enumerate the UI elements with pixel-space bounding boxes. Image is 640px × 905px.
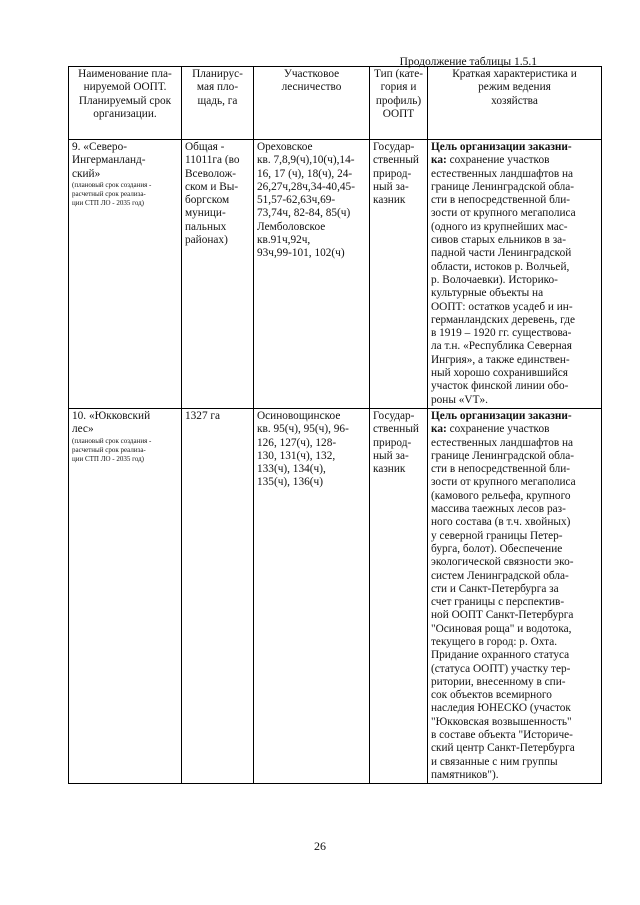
oopt-term-note: (плановый срок создания - расчетный срок реализа- ции СТП ЛО - 2035 год) (72, 180, 152, 207)
oopt-name: 9. «Северо- Ингерманланд- ский» (72, 141, 146, 180)
description-label: Цель организации заказни- ка: (431, 409, 572, 436)
cell-type: Государ- ственный природ- ный за- казник (370, 140, 428, 409)
header-area: Планирус- мая пло- щадь, га (182, 67, 254, 140)
cell-type: Государ- ственный природ- ный за- казник (370, 408, 428, 783)
table-row (69, 140, 602, 409)
cell-area: 1327 га (182, 408, 254, 783)
cell-forestry: Осиновощинское кв. 95(ч), 95(ч), 96- 126, 127(ч), 128- 130, 131(ч), 132, 133(ч), 134(ч), 135(ч), 136(ч) (254, 408, 370, 783)
description-text: сохранение участков естественных ландшафтов на границе Ленинградской обла- сти в непосредственной бли- зости от крупного мегаполиса (камового рельефа, крупного массива таежных лесов раз- ного состава (в т.ч. хвойных) у северной границы Петер- бурга, болот). Обеспечение экологической связности эко- систем Ленинградской обла- сти и Санкт-Петербурга за счет границы с перспектив- ной ООПТ Санкт-Петербурга "Осиновая роща" и водотока, текущего в город: р. Охта. Придание охранного статуса (статуса ООПТ) участку тер- ритории, внесенному в спи- сок объектов всемирного наследия ЮНЕСКО (участок "Юкковская возвышенность" в составе объекта "Историче- ский центр Санкт-Петербурга и связанные с ним группы памятников"). (431, 423, 576, 781)
table-row (69, 408, 602, 783)
page-number: 26 (314, 839, 326, 853)
description-label: Цель организации заказни- ка: (431, 141, 572, 167)
header-forestry: Участковое лесничество (254, 67, 370, 140)
header-name: Наименование пла- нируемой ООПТ. Планируемый срок организации. (69, 67, 182, 140)
description-text: сохранение участков естественных ландшафтов на границе Ленинградской обла- сти в непосредственной бли- зости от крупного мегаполиса (одного из крупнейших мас- сивов старых ельников в за- падной части Ленинградской области, истоков р. Волчьей, р. Волочаевки). Историко- культурные объекты на ООПТ: остатков усадеб и ин- германландских деревень, где в 1919 – 1920 гг. существова- ла т.н. «Республика Северная Ингрия», а также единствен- ный хорошо сохранившийся участок финской линии обо- роны «VT». (431, 154, 576, 406)
cell-area: Общая - 11011га (во Всеволож- ском и Вы- боргском муници- пальных районах) (182, 140, 254, 409)
cell-forestry: Ореховское кв. 7,8,9(ч),10(ч),14- 16, 17 (ч), 18(ч), 24- 26,27ч,28ч,34-40,45- 51,57-62,63ч,69- 73,74ч, 82-84, 85(ч) Лемболовское кв.91ч,92ч, 93ч,99-101, 102(ч) (254, 140, 370, 409)
oopt-table (68, 66, 602, 784)
cell-description (428, 408, 602, 783)
table-header-row (69, 67, 602, 140)
header-description: Краткая характеристика и режим ведения хозяйства (428, 67, 602, 140)
header-type: Тип (кате- гория и профиль) ООПТ (370, 67, 428, 140)
oopt-term-note: (плановый срок создания - расчетный срок реализа- ции СТП ЛО - 2035 год) (72, 436, 152, 463)
cell-description (428, 140, 602, 409)
cell-name (69, 408, 182, 783)
table-continuation-label: Продолжение таблицы 1.5.1 (399, 56, 537, 68)
cell-name (69, 140, 182, 409)
oopt-name: 10. «Юкковский лес» (72, 409, 151, 436)
